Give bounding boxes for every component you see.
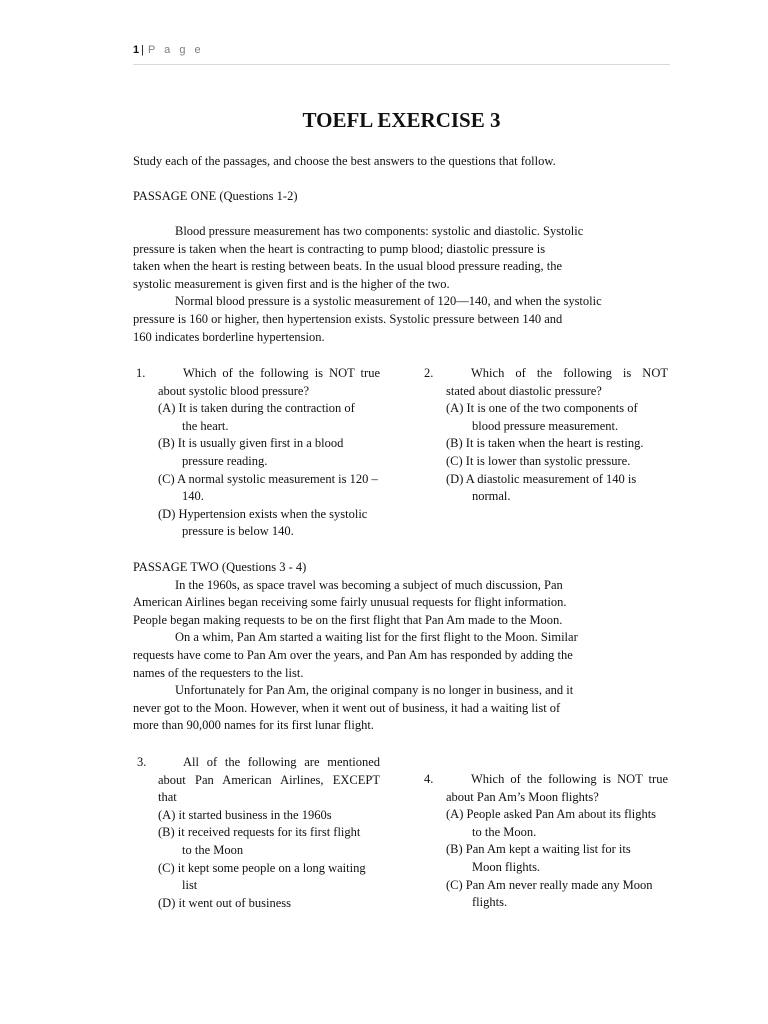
passage-line: Blood pressure measurement has two components: systolic and diastolic. Systolic (175, 224, 584, 238)
passage-one-heading: PASSAGE ONE (Questions 1-2) (133, 189, 298, 203)
passage-two-heading: PASSAGE TWO (Questions 3 - 4) (133, 560, 307, 574)
page-separator: | (141, 44, 144, 56)
question-stem-cont: stated about diastolic pressure? (446, 383, 602, 398)
option-b: (B) It is usually given first in a blood pressure reading. (158, 436, 344, 468)
passage-line: names of the requesters to the list. (133, 665, 304, 680)
question-4 (424, 771, 668, 912)
question-3 (137, 754, 380, 912)
question-stem: 4. Which of the following is NOT true (446, 771, 668, 789)
option-a: (A) People asked Pan Am about its flights to the Moon. (446, 807, 657, 839)
page-label: P a g e (147, 44, 204, 56)
header-rule (133, 64, 670, 65)
question-number: 4. (424, 772, 434, 786)
question-stem: 3. All of the following are mentioned (158, 754, 380, 772)
option-a: (A) It is taken during the contraction of the heart. (158, 401, 355, 433)
question-number: 3. (137, 755, 147, 769)
option-b: (B) It is taken when the heart is resting. (446, 436, 644, 451)
page-number: 1 (133, 44, 140, 56)
passage-two (133, 559, 578, 735)
passage-line: Normal blood pressure is a systolic measurement of 120—140, and when the systolic (175, 294, 602, 309)
option-a: (A) it started business in the 1960s (158, 807, 332, 822)
passage-line: American Airlines began receiving some fairly unusual requests for flight information. (133, 595, 567, 610)
option-b: (B) Pan Am kept a waiting list for its Moon flights. (446, 842, 631, 874)
question-2 (424, 365, 668, 506)
option-c: (C) A normal systolic measurement is 120 – 140. (158, 471, 378, 504)
option-d: (D) A diastolic measurement of 140 is normal. (446, 471, 637, 504)
passage-line: pressure is 160 or higher, then hypertension exists. Systolic pressure between 140 and (133, 311, 563, 326)
question-stem-cont: about systolic blood pressure? (158, 383, 310, 398)
option-d: (D) Hypertension exists when the systolic pressure is below 140. (158, 506, 368, 539)
page-header (133, 44, 204, 56)
option-a: (A) It is one of the two components of blood pressure measurement. (446, 401, 638, 433)
option-b: (B) it received requests for its first flight to the Moon (158, 825, 361, 857)
passage-line: On a whim, Pan Am started a waiting list for the first flight to the Moon. Similar (175, 630, 578, 645)
passage-line: In the 1960s, as space travel was becoming a subject of much discussion, Pan (175, 577, 563, 592)
passage-line: requests have come to Pan Am over the years, and Pan Am has responded by adding the (133, 647, 573, 662)
page-title: TOEFL EXERCISE 3 (302, 108, 501, 132)
passage-one-body (133, 223, 602, 346)
question-stem-cont: that (158, 790, 177, 805)
passage-line: more than 90,000 names for its first lunar flight. (133, 718, 374, 733)
question-stem: 1. Which of the following is NOT true (158, 365, 380, 383)
option-c: (C) It is lower than systolic pressure. (446, 453, 631, 468)
instructions: Study each of the passages, and choose the best answers to the questions that follow. (133, 154, 556, 168)
option-d: (D) it went out of business (158, 895, 291, 910)
question-stem-cont: about Pan American Airlines, EXCEPT (158, 772, 380, 787)
passage-line: never got to the Moon. However, when it went out of business, it had a waiting list of (133, 700, 561, 715)
passage-line: People began making requests to be on the first flight that Pan Am made to the Moon. (133, 612, 563, 627)
passage-line: pressure is taken when the heart is contracting to pump blood; diastolic pressure is (133, 241, 546, 256)
question-1 (136, 365, 380, 541)
passage-line: systolic measurement is given first and is the higher of the two. (133, 276, 450, 291)
question-number: 2. (424, 366, 434, 380)
question-number: 1. (136, 366, 146, 380)
passage-line: Unfortunately for Pan Am, the original company is no longer in business, and it (175, 683, 574, 698)
option-c: (C) Pan Am never really made any Moon flights. (446, 877, 653, 910)
option-c: (C) it kept some people on a long waiting list (158, 860, 366, 893)
question-stem: 2. Which of the following is NOT (446, 365, 668, 383)
passage-line: 160 indicates borderline hypertension. (133, 329, 325, 344)
passage-line: taken when the heart is resting between beats. In the usual blood pressure reading, the (133, 259, 563, 274)
question-stem-cont: about Pan Am’s Moon flights? (446, 789, 599, 804)
